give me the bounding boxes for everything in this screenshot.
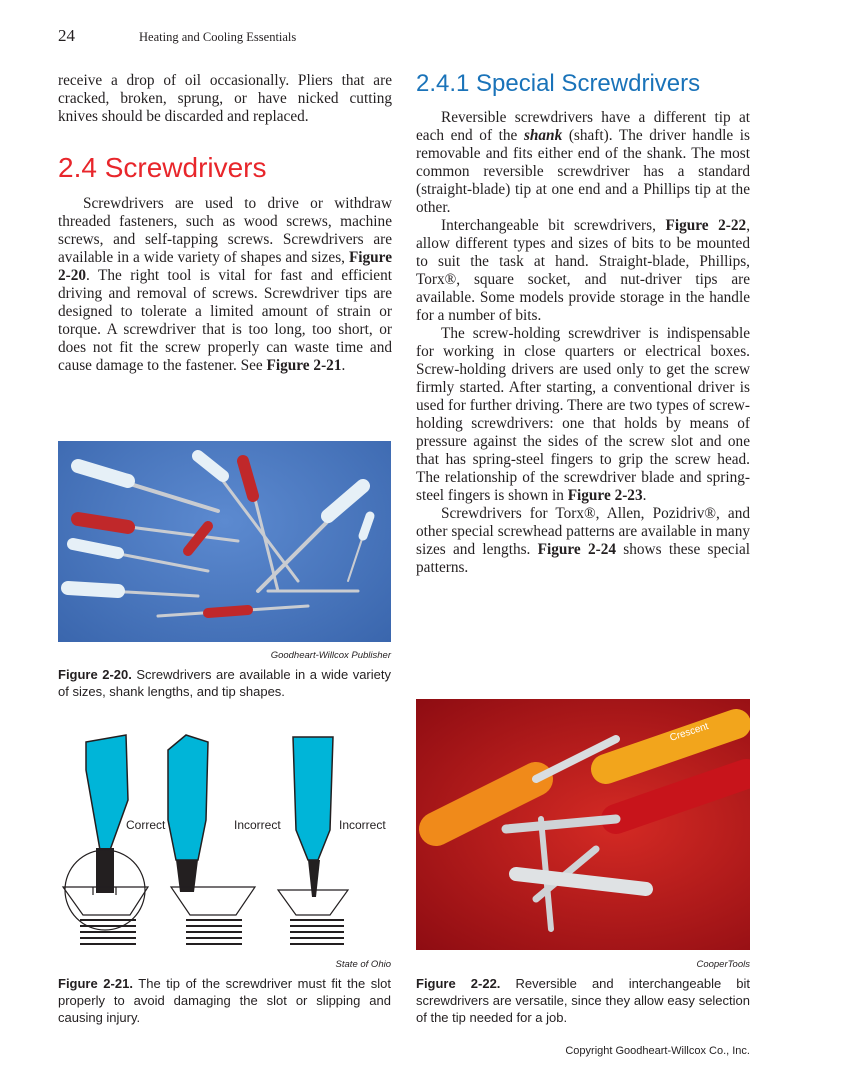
term: shank xyxy=(523,127,563,144)
text: . xyxy=(642,487,647,504)
figure-2-20-credit: Goodheart-Willcox Publisher xyxy=(270,650,391,661)
figure-label: Figure 2-22. xyxy=(416,976,501,991)
figure-2-22-credit: CooperTools xyxy=(696,959,750,970)
text: . The right tool is vital for fast and efficient driving and removal of screws. Screwdriver tips are designed to tolerate a limited amount of strain or torque. A screwdriver that is too long, too short, or does not fit the screw properly can waste time and cause damage to the fastener. See xyxy=(58,267,392,374)
caption-text: The tip of the screwdriver must fit the slot properly to avoid damaging the slot or slipping and causing injury. xyxy=(58,976,391,1025)
text: Screwdrivers for Torx®, Allen, Pozidriv®, and other special screwhead patterns are available in many sizes and lengths. xyxy=(416,505,750,558)
intro-paragraph xyxy=(58,72,392,126)
text: Interchangeable bit screwdrivers, xyxy=(441,217,666,234)
paragraph xyxy=(416,109,750,217)
text: , allow different types and sizes of bits to be mounted to suit the task at hand. Straight-blade, Phillips, Torx®, square socket, and nut-driver tips are available. Some models provide storage in the handle for a number of bits. xyxy=(416,217,751,324)
page-number: 24 xyxy=(58,26,75,45)
figure-ref: Figure 2-24 xyxy=(537,541,617,558)
reversible-screwdrivers-photo xyxy=(416,699,750,950)
section-paragraph xyxy=(58,195,392,375)
intro-text: receive a drop of oil occasionally. Pliers that are cracked, broken, sprung, or have nicked cutting knives should be discarded and replaced. xyxy=(58,72,392,125)
text: . xyxy=(341,357,346,374)
figure-ref: Figure 2-22 xyxy=(665,217,747,234)
label-incorrect: Incorrect xyxy=(339,818,386,832)
paragraph xyxy=(416,325,750,505)
figure-ref: Figure 2-21 xyxy=(266,357,342,374)
figure-ref: Figure 2-20 xyxy=(58,249,392,284)
screwdrivers-photo-illustration xyxy=(58,441,391,642)
screwdriver-fit-diagram xyxy=(58,730,391,955)
text: Screwdrivers are used to drive or withdraw threaded fasteners, such as wood screws, machine screws, and self-tapping screws. Screwdrivers are available in a wide variety of shapes and sizes, xyxy=(58,195,392,266)
section-heading: 2.4 Screwdrivers xyxy=(58,152,267,183)
text: shows these special patterns. xyxy=(416,541,750,576)
text: Reversible screwdrivers have a different tip at each end of the xyxy=(416,109,750,144)
paragraph xyxy=(416,505,750,577)
subsection-body xyxy=(416,109,750,577)
text: (shaft). The driver handle is removable and fits either end of the shank. The most common reversible screwdriver has a standard (straight-blade) tip at one end and a Phillips tip at the other. xyxy=(416,127,750,216)
figure-ref: Figure 2-23 xyxy=(567,487,643,504)
figure-2-22-caption xyxy=(416,975,750,1026)
label-incorrect: Incorrect xyxy=(234,818,281,832)
copyright: Copyright Goodheart-Willcox Co., Inc. xyxy=(565,1045,750,1057)
text: The screw-holding screwdriver is indispensable for working in close quarters or electrical boxes. Screw-holding drivers are used only to get the screw firmly started. After starting, a conventional driver is used for further driving. There are two types of screw-holding screwdrivers: one that holds by means of pressure against the sides of the screw slot and one that has spring-steel fingers to grip the screw head. The relationship of the screwdriver blade and spring-steel fingers is shown in xyxy=(416,325,750,504)
figure-label: Figure 2-21. xyxy=(58,976,133,991)
figure-2-20-caption xyxy=(58,666,391,700)
caption-text: Screwdrivers are available in a wide variety of sizes, shank lengths, and tip shapes. xyxy=(58,667,391,699)
figure-label: Figure 2-20. xyxy=(58,667,132,682)
figure-2-22-photo xyxy=(416,699,750,950)
figure-2-20-photo xyxy=(58,441,391,642)
subsection-heading: 2.4.1 Special Screwdrivers xyxy=(416,70,701,97)
label-correct: Correct xyxy=(126,818,166,832)
paragraph xyxy=(416,217,750,325)
caption-text: Reversible and interchangeable bit screwdrivers are versatile, since they allow easy selection of the tip needed for a job. xyxy=(416,976,750,1025)
figure-2-21-credit: State of Ohio xyxy=(335,959,391,970)
running-title: Heating and Cooling Essentials xyxy=(139,30,297,44)
figure-2-21-caption xyxy=(58,975,391,1026)
figure-2-21-diagram xyxy=(58,730,391,955)
brand-logo: Crescent xyxy=(668,721,710,744)
